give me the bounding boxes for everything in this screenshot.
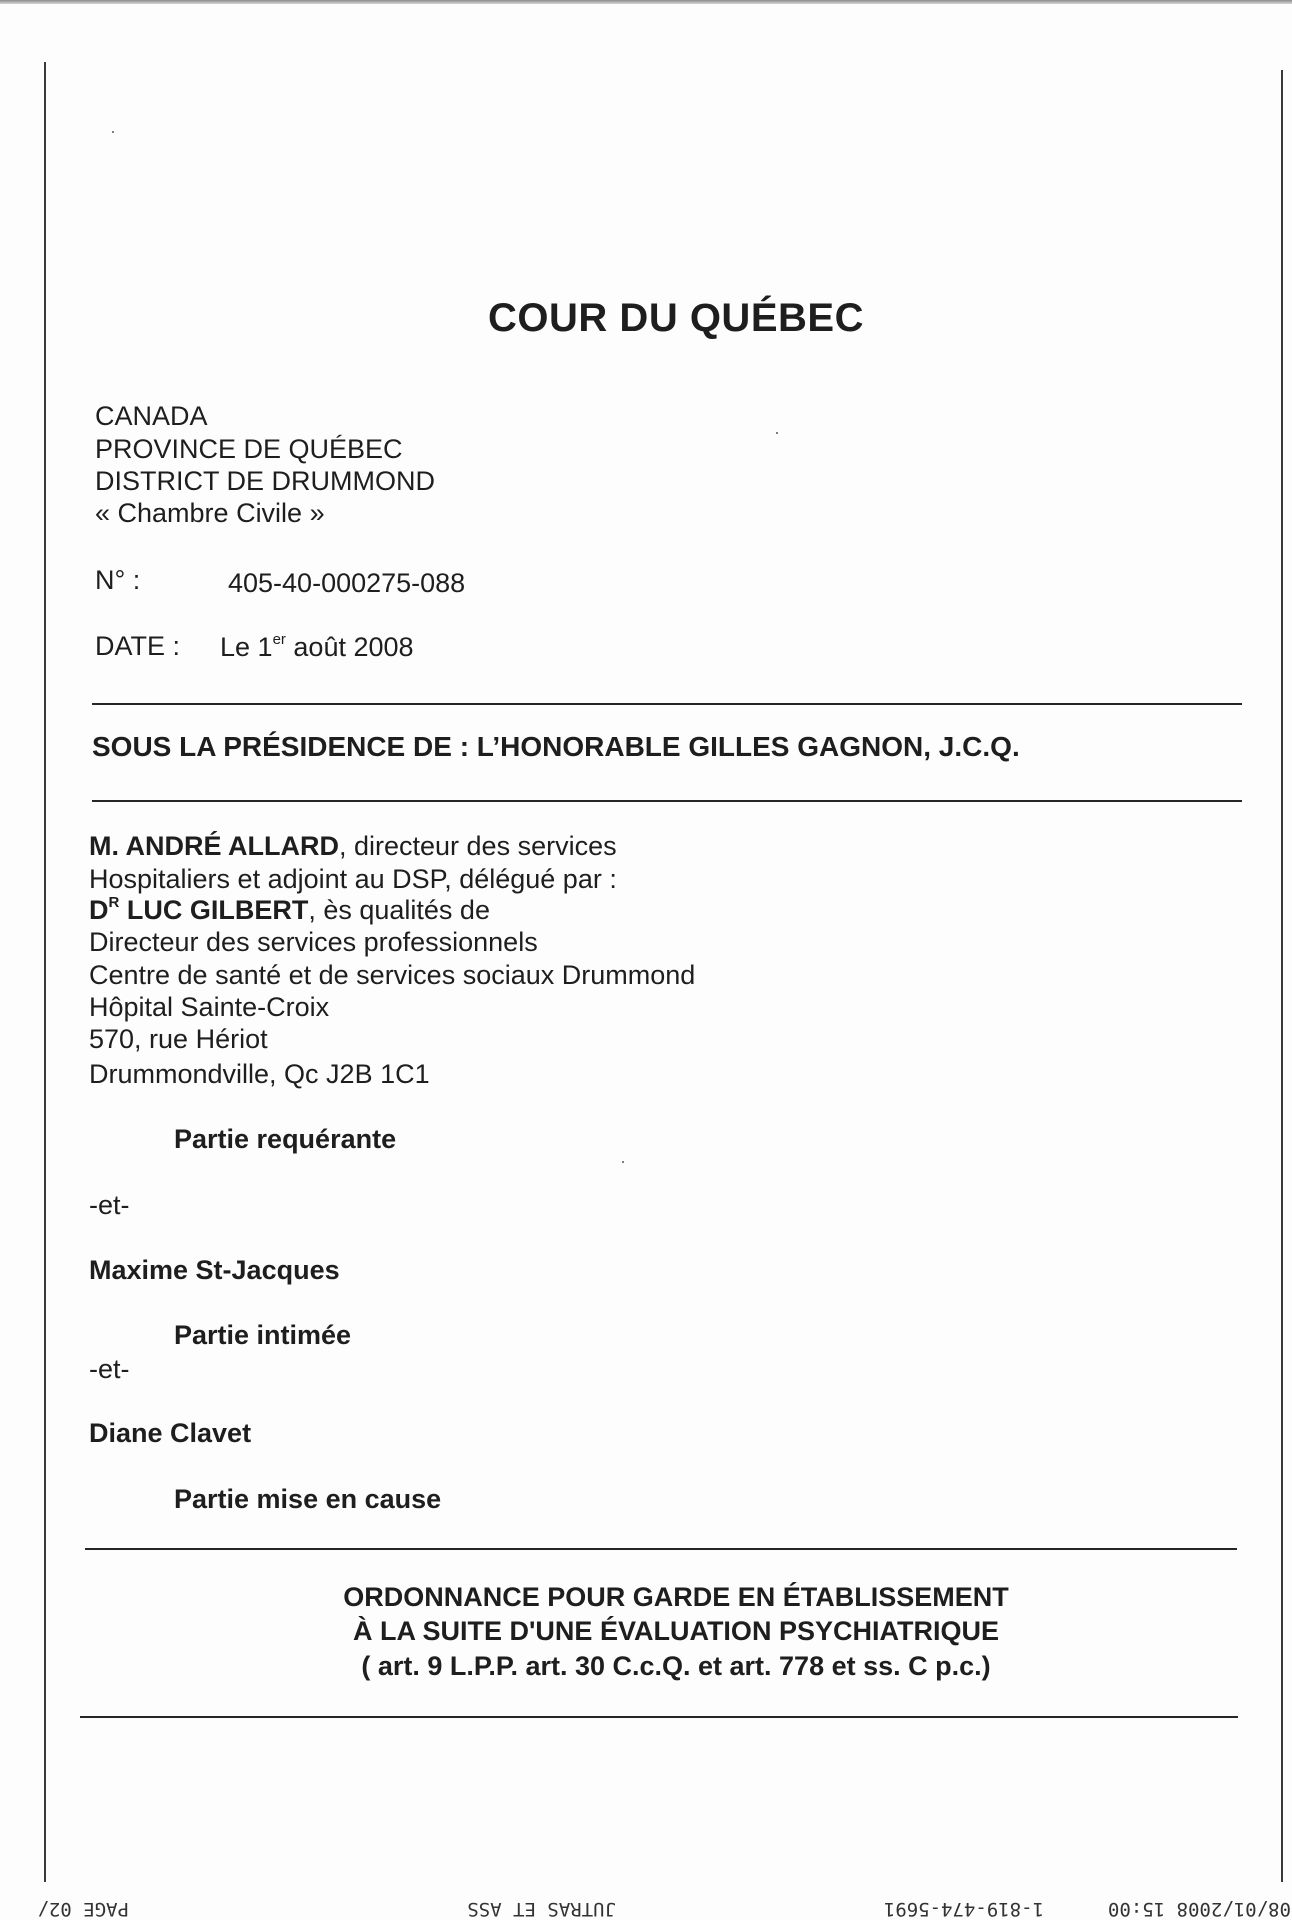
fax-datetime: 08/01/2008 15:00 [1107, 1898, 1291, 1920]
province: PROVINCE DE QUÉBEC [95, 434, 403, 464]
date-label: DATE : [95, 631, 181, 661]
separator-et-1: -et- [89, 1190, 130, 1220]
country: CANADA [95, 401, 208, 431]
order-title-line-2: À LA SUITE D'UNE ÉVALUATION PSYCHIATRIQUE [353, 1616, 999, 1646]
applicant-line-5: Centre de santé et de services sociaux Drummond [89, 960, 696, 990]
respondent-role: Partie intimée [174, 1320, 352, 1350]
order-title-line-3: ( art. 9 L.P.P. art. 30 C.c.Q. et art. 778 et ss. C p.c.) [361, 1651, 991, 1681]
chamber: « Chambre Civile » [95, 498, 325, 528]
order-title-line-1: ORDONNANCE POUR GARDE EN ÉTABLISSEMENT [343, 1582, 1009, 1612]
rule-before-order [85, 1548, 1237, 1550]
applicant-delegate: $D^R$ LUC GILBERT, ès qualités de [89, 894, 490, 925]
rule-after-order [80, 1716, 1238, 1718]
fax-sender: JUTRAS ET ASS [467, 1898, 616, 1920]
rule-after-presidence [92, 800, 1242, 802]
scan-speck [776, 432, 778, 434]
applicant-role: Partie requérante [174, 1124, 397, 1154]
applicant-line-7: 570, rue Hériot [89, 1024, 268, 1054]
district: DISTRICT DE DRUMMOND [95, 466, 435, 496]
fax-header-line [0, 1897, 1292, 1920]
scan-top-edge [0, 0, 1292, 4]
applicant-line-8: Drummondville, Qc J2B 1C1 [89, 1059, 430, 1089]
fax-page: PAGE 02/ [37, 1898, 129, 1920]
fax-phone: 1-819-474-5691 [883, 1898, 1044, 1920]
presidence: SOUS LA PRÉSIDENCE DE : L’HONORABLE GILLES GAGNON, J.C.Q. [92, 731, 1020, 762]
applicant-line-4: Directeur des services professionnels [89, 927, 538, 957]
separator-et-2: -et- [89, 1354, 130, 1384]
file-number-value: 405-40-000275-088 [228, 568, 466, 598]
impleaded-name: Diane Clavet [89, 1418, 252, 1448]
rule-after-date [92, 703, 1242, 705]
applicant-line-2: Hospitaliers et adjoint au DSP, délégué par : [89, 864, 617, 894]
applicant-line-1: M. ANDRÉ ALLARD, directeur des services [89, 831, 617, 861]
respondent-name: Maxime St-Jacques [89, 1255, 340, 1285]
court-title: COUR DU QUÉBEC [488, 296, 864, 340]
file-number-label: N° : [95, 565, 141, 595]
scan-speck [112, 131, 114, 133]
applicant-line-6: Hôpital Sainte-Croix [89, 992, 330, 1022]
scan-speck [622, 1161, 624, 1163]
impleaded-role: Partie mise en cause [174, 1484, 442, 1514]
date-value: Le 1er août 2008 [220, 631, 414, 662]
